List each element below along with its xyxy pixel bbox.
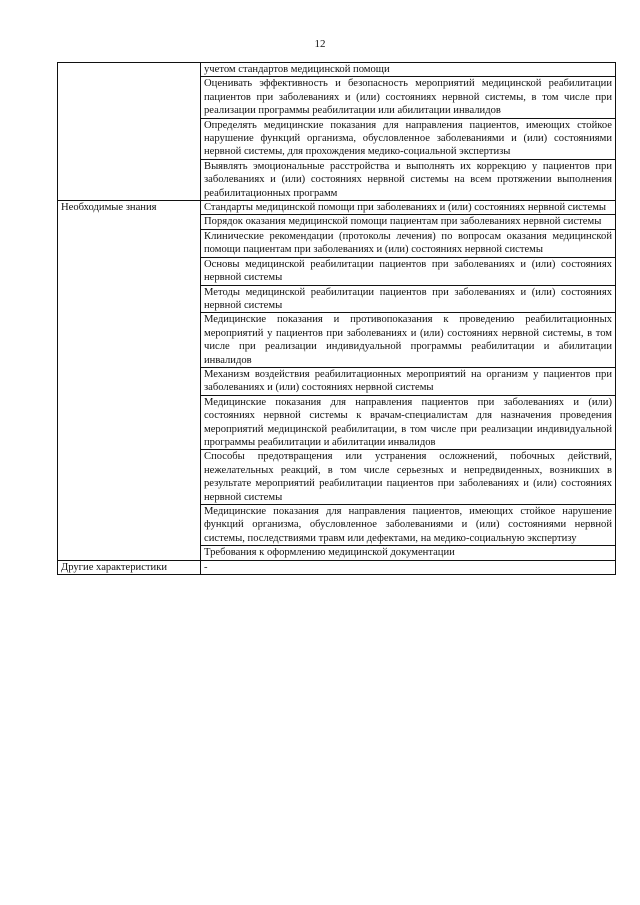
skills-item: Выявлять эмоциональные расстройства и выполнять их коррекцию у пациентов при заболеваниях и (или) состояниях нервной системы на всем протяжении выполнения реабилитационных программ xyxy=(201,159,616,200)
knowledge-item: Клинические рекомендации (протоколы лечения) по вопросам оказания медицинской помощи пациентам при заболеваниях и (или) состояниях нервной системы xyxy=(201,229,616,257)
knowledge-item: Основы медицинской реабилитации пациентов при заболеваниях и (или) состояниях нервной системы xyxy=(201,257,616,285)
knowledge-item: Требования к оформлению медицинской документации xyxy=(201,546,616,560)
table-row xyxy=(58,560,616,574)
page-number: 12 xyxy=(314,38,326,50)
skills-item: Оценивать эффективность и безопасность мероприятий медицинской реабилитации пациентов при заболеваниях и (или) состояниях нервной системы, в том числе при реализации программы реабилитации или абилитации инвалидов xyxy=(201,77,616,118)
continuation-cell: учетом стандартов медицинской помощи xyxy=(201,63,616,77)
skills-item: Определять медицинские показания для направления пациентов, имеющих стойкое нарушение функций организма, обусловленное заболеваниями и (или) состояниями нервной системы, для прохождения медико-социальной экспертизы xyxy=(201,118,616,159)
knowledge-label: Необходимые знания xyxy=(58,201,201,561)
knowledge-item: Медицинские показания для направления пациентов, имеющих стойкое нарушение функций организма, обусловленное заболеваниями и (или) состояниями нервной системы, последствиями травм или дефектами, на медико-социальную экспертизу xyxy=(201,505,616,546)
knowledge-item: Способы предотвращения или устранения осложнений, побочных действий, нежелательных реакций, в том числе серьезных и непредвиденных, возникших в результате мероприятий реабилитации пациентов при заболеваниях и (или) состояниях нервной системы xyxy=(201,450,616,505)
knowledge-item: Стандарты медицинской помощи при заболеваниях и (или) состояниях нервной системы xyxy=(201,201,616,215)
knowledge-item: Методы медицинской реабилитации пациентов при заболеваниях и (или) состояниях нервной системы xyxy=(201,285,616,313)
knowledge-item: Механизм воздействия реабилитационных мероприятий на организм у пациентов при заболеваниях и (или) состояниях нервной системы xyxy=(201,367,616,395)
table-row xyxy=(58,201,616,215)
knowledge-item: Медицинские показания для направления пациентов при заболеваниях и (или) состояниях нервной системы к врачам-специалистам для назначения проведения мероприятий медицинской реабилитации, в том числе при реализации индивидуальной программы реабилитации и абилитации инвалидов xyxy=(201,395,616,450)
other-characteristics-label: Другие характеристики xyxy=(58,560,201,574)
knowledge-item: Порядок оказания медицинской помощи пациентам при заболеваниях нервной системы xyxy=(201,215,616,229)
table-row xyxy=(58,63,616,77)
other-characteristics-value: - xyxy=(201,560,616,574)
knowledge-item: Медицинские показания и противопоказания к проведению реабилитационных мероприятий у пациентов при заболеваниях и (или) состояниях нервной системы, в том числе при реализации индивидуальной программы реабилитации и абилитации инвалидов xyxy=(201,313,616,368)
skills-label-cell xyxy=(58,63,201,201)
competency-table xyxy=(57,62,616,575)
